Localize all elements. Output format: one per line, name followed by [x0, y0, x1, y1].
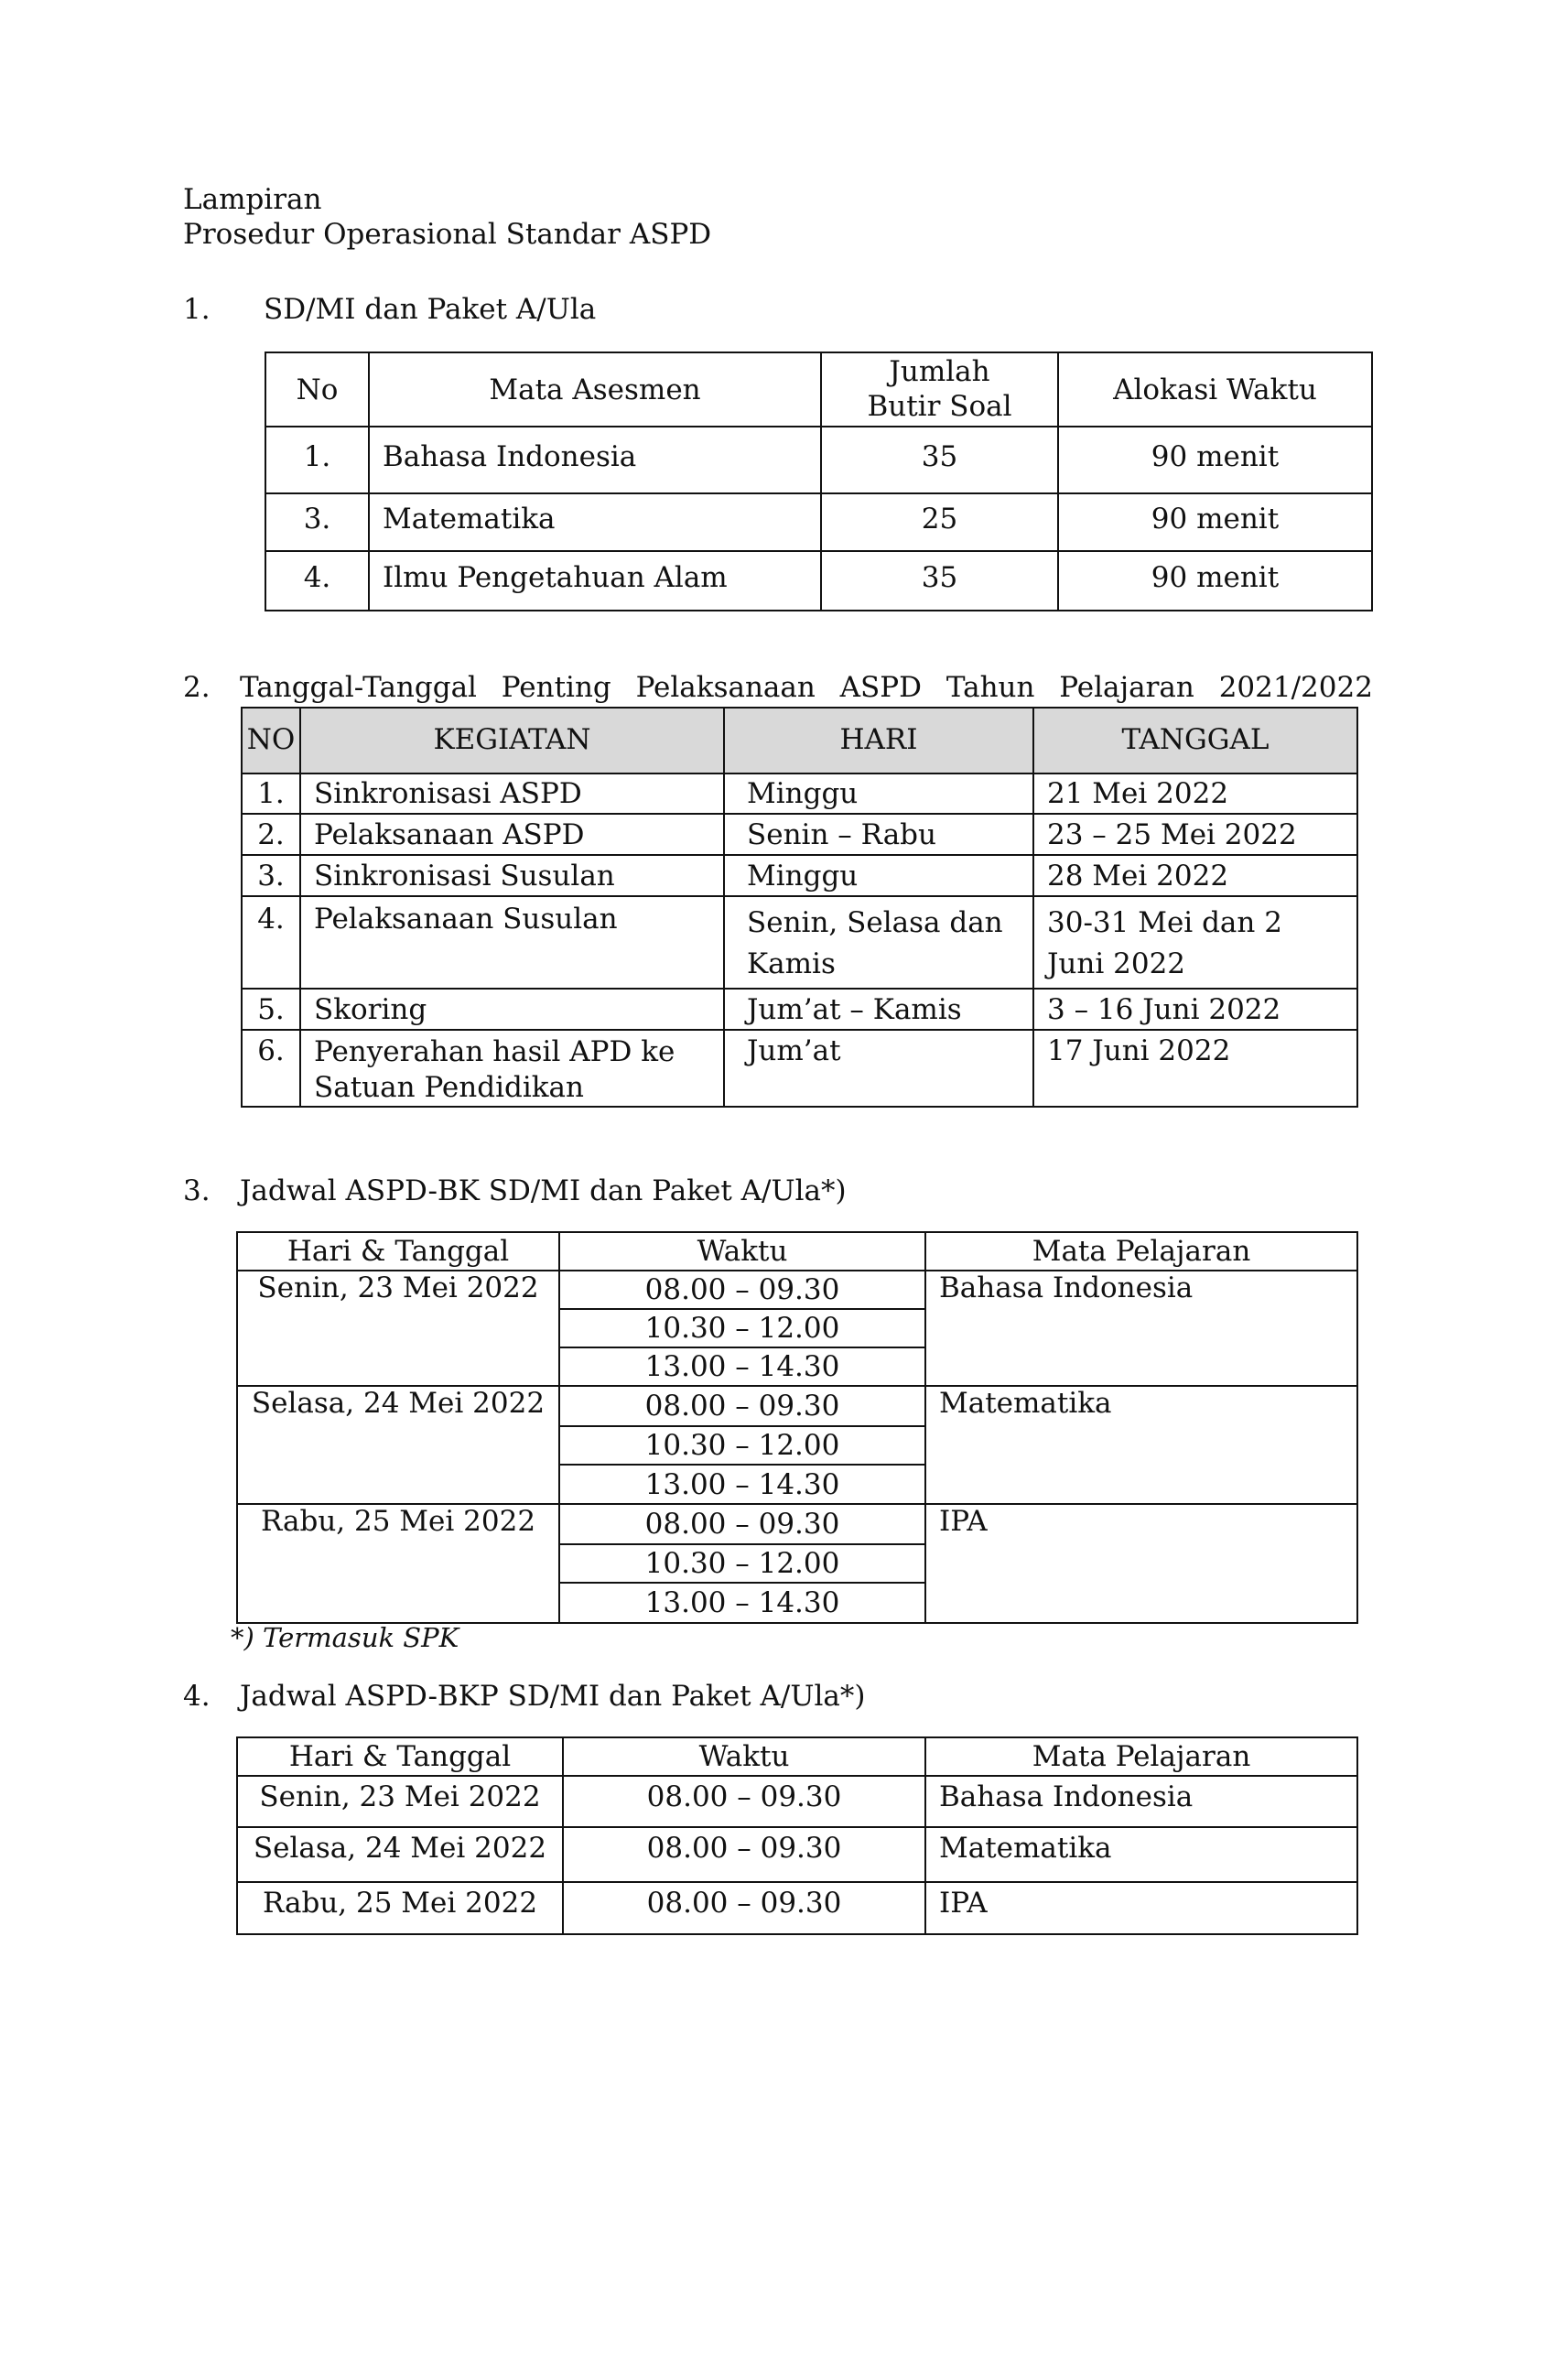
table-header-row [237, 1737, 1357, 1776]
cell-kegiatan-line2: Satuan Pendidikan [314, 1070, 584, 1104]
cell-waktu: 08.00 – 09.30 [644, 1273, 840, 1306]
table-jadwal-bk [236, 1231, 1358, 1624]
cell-alokasi: 90 menit [1151, 560, 1280, 594]
cell-mata: Ilmu Pengetahuan Alam [383, 560, 728, 594]
title-word: Tanggal-Tanggal [240, 671, 477, 704]
cell-waktu: 13.00 – 14.30 [644, 1586, 840, 1619]
cell-no: 5. [257, 992, 285, 1026]
section3-title: Jadwal ASPD-BK SD/MI dan Paket A/Ula*) [240, 1174, 847, 1207]
cell-no: 1. [303, 439, 331, 473]
header-hari-tanggal: Hari & Tanggal [237, 1737, 563, 1776]
cell-hari-tanggal: Rabu, 25 Mei 2022 [262, 1887, 538, 1920]
cell-waktu: 10.30 – 12.00 [644, 1547, 840, 1580]
header-mata-asesmen: Mata Asesmen [369, 352, 821, 427]
table-tanggal-penting [241, 707, 1358, 1108]
header-jumlah-line2: Butir Soal [867, 389, 1012, 423]
title-word: Tahun [945, 671, 1035, 704]
cell-jumlah: 35 [921, 439, 958, 473]
header-hari: HARI [724, 708, 1033, 774]
cell-no: 3. [257, 859, 285, 892]
header-lampiran: Lampiran [183, 183, 322, 216]
title-word: 2021/2022 [1218, 671, 1373, 704]
cell-waktu: 08.00 – 09.30 [646, 1832, 842, 1865]
cell-tanggal: 28 Mei 2022 [1047, 859, 1229, 892]
title-word: Pelajaran [1059, 671, 1194, 704]
table-row [242, 896, 1357, 989]
table-jadwal-bkp [236, 1736, 1358, 1935]
cell-mata-pelajaran: IPA [939, 1505, 988, 1538]
cell-waktu: 10.30 – 12.00 [644, 1312, 840, 1345]
title-word: Pelaksanaan [635, 671, 816, 704]
cell-hari: Minggu [747, 859, 859, 892]
header-mata-pelajaran: Mata Pelajaran [925, 1737, 1357, 1776]
cell-mata: Bahasa Indonesia [383, 439, 637, 473]
cell-tanggal: 3 – 16 Juni 2022 [1047, 992, 1281, 1026]
table-row [237, 1271, 1357, 1309]
header-no: NO [242, 708, 300, 774]
cell-hari-tanggal: Selasa, 24 Mei 2022 [253, 1832, 547, 1865]
table-row [237, 1827, 1357, 1882]
cell-jumlah: 25 [921, 502, 958, 536]
title-word: ASPD [839, 671, 923, 704]
cell-waktu: 10.30 – 12.00 [644, 1429, 840, 1462]
cell-kegiatan: Pelaksanaan ASPD [314, 817, 585, 851]
cell-mata-pelajaran: Bahasa Indonesia [939, 1271, 1194, 1304]
cell-waktu: 13.00 – 14.30 [644, 1467, 840, 1501]
table-row [242, 814, 1357, 855]
section1-title: SD/MI dan Paket A/Ula [264, 293, 597, 326]
cell-jumlah: 35 [921, 560, 958, 594]
header-alokasi-waktu: Alokasi Waktu [1058, 352, 1372, 427]
section4-number: 4. [183, 1680, 211, 1713]
cell-mata-pelajaran: Matematika [939, 1832, 1112, 1865]
table-row [242, 1030, 1357, 1107]
table-row [237, 1386, 1357, 1426]
cell-waktu: 08.00 – 09.30 [644, 1390, 840, 1423]
cell-hari: Senin – Rabu [747, 817, 936, 851]
table-row [265, 551, 1372, 611]
cell-mata-pelajaran: IPA [939, 1887, 988, 1920]
header-mata-pelajaran: Mata Pelajaran [925, 1232, 1357, 1271]
table-row [237, 1882, 1357, 1934]
header-kegiatan: KEGIATAN [300, 708, 724, 774]
cell-tanggal-line2: Juni 2022 [1047, 947, 1186, 980]
cell-no: 6. [257, 1034, 285, 1067]
cell-tanggal: 23 – 25 Mei 2022 [1047, 817, 1297, 851]
header-jumlah-line1: Jumlah [889, 355, 990, 389]
cell-waktu: 08.00 – 09.30 [646, 1887, 842, 1920]
cell-hari: Minggu [747, 777, 859, 810]
section4-title: Jadwal ASPD-BKP SD/MI dan Paket A/Ula*) [240, 1680, 866, 1713]
section3-number: 3. [183, 1174, 211, 1207]
cell-no: 4. [257, 903, 285, 936]
header-waktu: Waktu [559, 1232, 925, 1271]
cell-alokasi: 90 menit [1151, 439, 1280, 473]
cell-hari-tanggal: Senin, 23 Mei 2022 [259, 1780, 541, 1813]
section2-number: 2. [183, 671, 211, 704]
cell-mata-pelajaran: Bahasa Indonesia [939, 1780, 1194, 1813]
cell-hari-tanggal: Senin, 23 Mei 2022 [257, 1271, 539, 1304]
cell-no: 2. [257, 817, 285, 851]
cell-waktu: 08.00 – 09.30 [646, 1780, 842, 1813]
cell-hari-tanggal: Rabu, 25 Mei 2022 [260, 1505, 536, 1538]
table-header-row [265, 352, 1372, 427]
table-row [242, 774, 1357, 814]
table-row [237, 1504, 1357, 1544]
header-title: Prosedur Operasional Standar ASPD [183, 218, 712, 251]
cell-no: 1. [257, 777, 285, 810]
table-header-row [237, 1232, 1357, 1271]
header-hari-tanggal: Hari & Tanggal [237, 1232, 559, 1271]
cell-mata-pelajaran: Matematika [939, 1387, 1112, 1420]
table-row [242, 855, 1357, 896]
cell-tanggal-line1: 30-31 Mei dan 2 [1047, 906, 1282, 939]
cell-no: 4. [303, 560, 331, 594]
table-asesmen [265, 352, 1373, 611]
cell-tanggal: 21 Mei 2022 [1047, 777, 1229, 810]
cell-tanggal: 17 Juni 2022 [1047, 1034, 1231, 1067]
header-tanggal: TANGGAL [1033, 708, 1357, 774]
cell-waktu: 08.00 – 09.30 [644, 1508, 840, 1541]
cell-kegiatan: Pelaksanaan Susulan [314, 903, 618, 936]
cell-hari: Jum’at [747, 1034, 841, 1067]
section2-title [240, 671, 1373, 704]
header-no: No [265, 352, 369, 427]
header-jumlah-butir-soal [821, 352, 1058, 427]
cell-hari-line1: Senin, Selasa dan [747, 906, 1003, 939]
cell-hari-tanggal: Selasa, 24 Mei 2022 [251, 1387, 546, 1420]
cell-kegiatan: Sinkronisasi ASPD [314, 777, 582, 810]
cell-kegiatan-line1: Penyerahan hasil APD ke [314, 1035, 675, 1068]
header-waktu: Waktu [563, 1737, 925, 1776]
cell-hari: Jum’at – Kamis [747, 992, 962, 1026]
table-row [265, 493, 1372, 551]
table-row [237, 1776, 1357, 1827]
table-header-row [242, 708, 1357, 774]
section1-number: 1. [183, 293, 211, 326]
cell-no: 3. [303, 502, 331, 536]
cell-mata: Matematika [383, 502, 556, 536]
cell-kegiatan: Skoring [314, 992, 427, 1026]
cell-waktu: 13.00 – 14.30 [644, 1350, 840, 1383]
cell-hari-line2: Kamis [747, 947, 836, 980]
footnote: *) Termasuk SPK [231, 1622, 459, 1653]
title-word: Penting [501, 671, 611, 704]
table-row [265, 427, 1372, 493]
cell-kegiatan: Sinkronisasi Susulan [314, 859, 615, 892]
cell-alokasi: 90 menit [1151, 502, 1280, 536]
table-row [242, 989, 1357, 1030]
